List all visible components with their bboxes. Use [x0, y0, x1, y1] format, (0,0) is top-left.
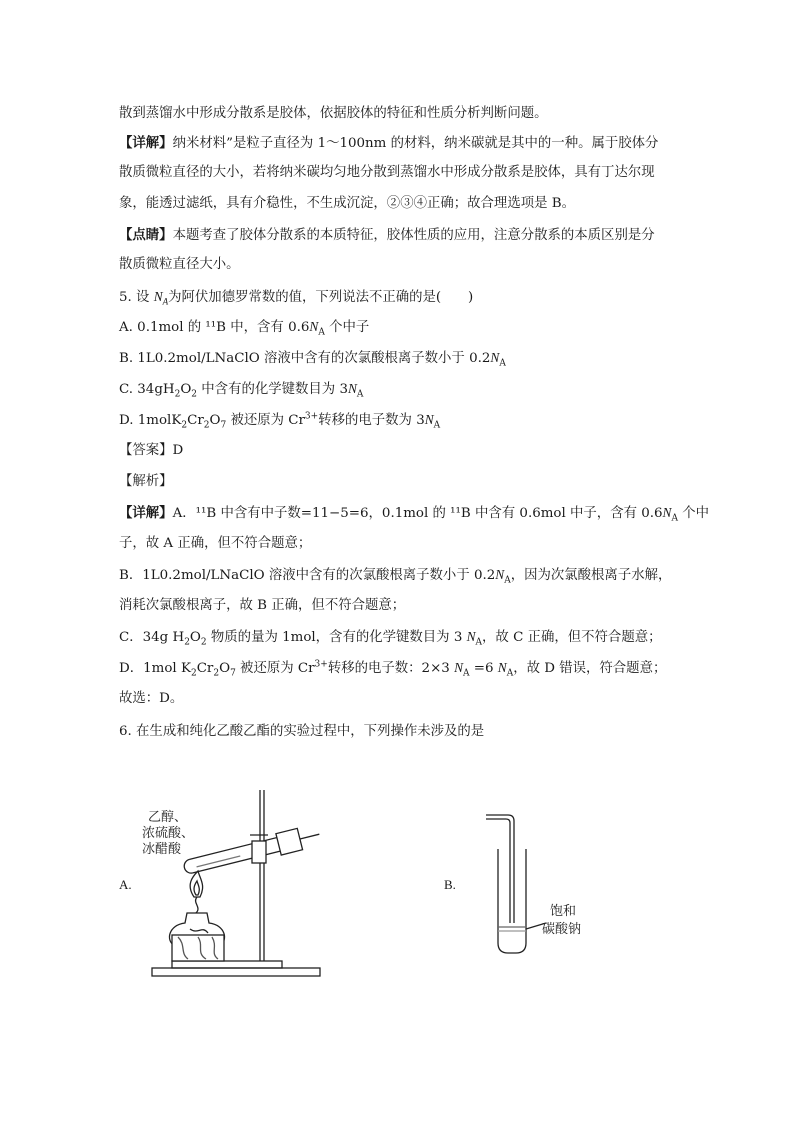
delivery-tube — [300, 834, 319, 839]
test-tube — [498, 849, 526, 953]
clamp — [252, 841, 266, 863]
text-line — [119, 225, 655, 246]
option-c: C. $34gH_2O_2$ 中含有的化学键数目为 $3N_A$ — [119, 381, 364, 400]
text-span: 纳米材料”是粒子直径为 1～100nm 的材料，纳米碳就是其中的一种。属于胶体分 — [172, 136, 659, 151]
text-line: 散质微粒直径的大小，若将纳米碳均匀地分散到蒸馏水中形成分散系是胶体，具有丁达尔现 — [119, 165, 655, 180]
reagent-label-2: 浓硫酸、 — [142, 826, 195, 841]
solution-label-2: 碳酸钠 — [542, 922, 582, 937]
text-line: 散到蒸馏水中形成分散系是胶体，依据胶体的特征和性质分析判断问题。 — [119, 106, 548, 121]
na-symbol: $N_A$ — [153, 289, 169, 307]
text-span: 本题考查了胶体分散系的本质特征，胶体性质的应用，注意分散系的本质区别是分 — [172, 228, 655, 243]
reagent-label-1: 乙醇、 — [148, 810, 188, 825]
option-d: D. $1molK_2Cr_2O_7$ 被还原为 $Cr^{3+}$转移的电子数为 $3N_A$ — [119, 411, 441, 431]
section-tag: 【点睛】 — [119, 227, 173, 243]
detail-line: 故选：D。 — [119, 691, 184, 706]
detail-line: D．1mol $K_2Cr_2O_7$ 被还原为 $Cr^{3+}$转移的电子数：2×3 $N_A =6$ $N_A$，故 D 错误，符合题意； — [119, 659, 667, 679]
option-b: B. 1L0.2mol/LNaClO 溶液中含有的次氯酸根离子数小于 $0.2N_A$ — [119, 350, 506, 369]
text-span: A．¹¹B 中含有中子数=11−5=6，0.1mol 的 ¹¹B 中含有 0.6mol 中子，含有 $0.6N_A$ 个中 — [172, 505, 710, 524]
detail-line — [119, 503, 709, 524]
section-tag: 【详解】 — [119, 505, 173, 521]
stand-base — [152, 968, 320, 976]
option-a-label: A. — [119, 877, 132, 892]
detail-line: B．1L0.2mol/LNaClO 溶液中含有的次氯酸根离子数小于 $0.2N_A$，因为次氯酸根离子水解， — [119, 567, 672, 586]
stopper — [276, 828, 303, 855]
detail-line: 消耗次氯酸根离子，故 B 正确，但不符合题意； — [119, 598, 406, 613]
answer-line: 【答案】D — [119, 443, 184, 458]
collection-tube-figure — [470, 805, 610, 965]
text-span: 为阿伏加德罗常数的值，下列说法不正确的是( ) — [168, 290, 474, 305]
detail-line: 子，故 A 正确，但不符合题意； — [119, 536, 312, 551]
text-line: 散质微粒直径大小。 — [119, 257, 240, 272]
text-line — [119, 133, 658, 154]
option-a: A. 0.1mol 的 ¹¹B 中，含有 $0.6N_A$ 个中子 — [119, 319, 370, 338]
question-5-stem — [119, 287, 473, 308]
section-tag: 【详解】 — [119, 135, 173, 151]
option-b-label: B. — [444, 877, 456, 892]
text-line: 象，能透过滤纸，具有介稳性，不生成沉淀，②③④正确；故合理选项是 B。 — [119, 196, 575, 211]
detail-line: C．34g $H_2O_2$ 物质的量为 1mol，含有的化学键数目为 3 $N_A$，故 C 正确，但不符合题意； — [119, 629, 662, 648]
stand-base-top — [172, 961, 282, 968]
analysis-line: 【解析】 — [119, 474, 173, 489]
heating-apparatus-figure — [140, 785, 330, 985]
question-6-stem: 6. 在生成和纯化乙酸乙酯的实验过程中，下列操作未涉及的是 — [119, 724, 485, 739]
reagent-label-3: 冰醋酸 — [142, 842, 182, 857]
flame — [190, 871, 202, 897]
solution-label-1: 饱和 — [550, 904, 577, 919]
text-span: 5. 设 — [119, 290, 154, 305]
